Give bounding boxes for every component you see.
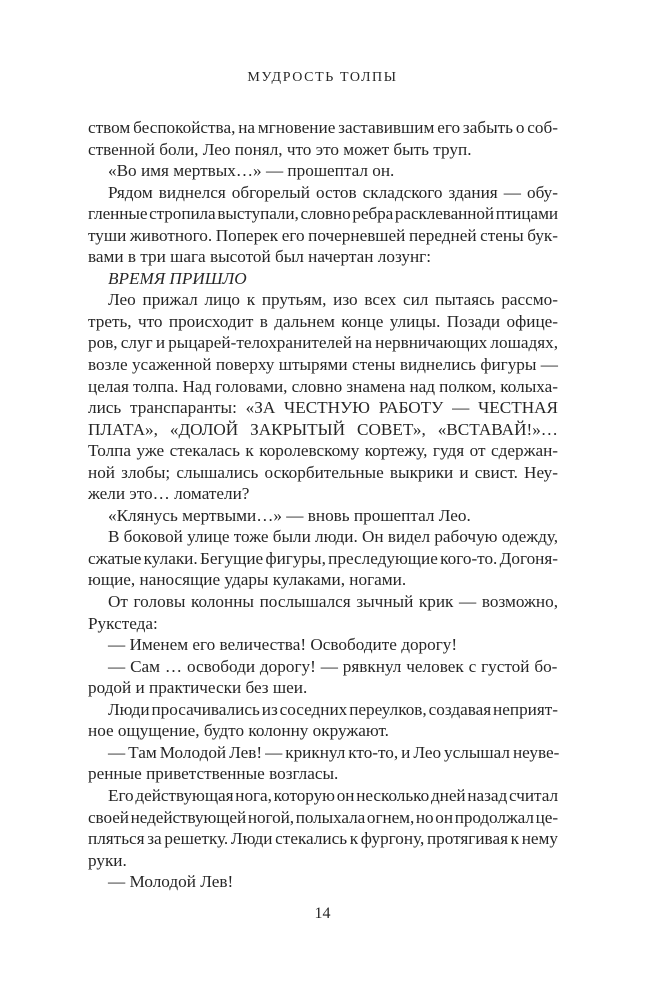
text-line: ственной боли, Лео понял, что это может быть труп. (88, 139, 472, 159)
text-line-row (88, 763, 558, 785)
text-line: лись транспаранты: «ЗА ЧЕСТНУЮ РАБОТУ — ЧЕСТНАЯ (88, 398, 558, 418)
text-line-row (88, 203, 558, 225)
text-line: сжатые кулаки. Бегущие фигуры, преследующие кого-то. Догоня- (88, 548, 558, 568)
text-line: родой и практически без шеи. (88, 678, 308, 698)
text-line-row (88, 440, 558, 462)
text-line-row (88, 376, 558, 398)
text-line-row (88, 807, 558, 829)
text-line: жели это… ломатели? (88, 484, 250, 504)
text-line: ренные приветственные возгласы. (88, 764, 339, 784)
text-line: ное ощущение, будто колонну окружают. (88, 721, 389, 741)
text-line: ной злобы; слышались оскорбительные выкрики и свист. Неу- (88, 462, 558, 482)
text-line-row (88, 699, 558, 721)
text-line: ПЛАТА», «ДОЛОЙ ЗАКРЫТЫЙ СОВЕТ», «ВСТАВАЙ!»… (88, 419, 558, 439)
text-line: туши животного. Поперек его почерневшей передней стены бук- (88, 225, 558, 245)
text-line-row (88, 268, 558, 290)
text-line: От головы колонны послышался зычный крик — возможно, (108, 592, 558, 612)
text-line: целая толпа. Над головами, словно знамена над полком, колыха- (88, 376, 558, 396)
text-line-row (88, 613, 558, 635)
text-line-row (88, 634, 558, 656)
text-line: ством беспокойства, на мгновение заставившим его забыть о соб- (88, 118, 558, 137)
text-line: — Сам … освободи дорогу! — рявкнул человек с густой бо- (108, 656, 558, 676)
text-line-row (88, 828, 558, 850)
text-line: ров, слуг и рыцарей-телохранителей на нервничающих лошадях, (88, 333, 558, 353)
text-line-row (88, 332, 558, 354)
text-line-row (88, 548, 558, 570)
text-line: — Молодой Лев! (108, 872, 234, 892)
text-line: Рукстеда: (88, 613, 158, 633)
text-line-row (88, 569, 558, 591)
text-line: гленные стропила выступали, словно ребра расклеванной птицами (88, 204, 558, 224)
text-line: руки. (88, 850, 127, 870)
text-line-row (88, 656, 558, 678)
text-line: «Клянусь мертвыми…» — вновь прошептал Лео. (108, 505, 471, 525)
text-line: Люди просачивались из соседних переулков, создавая неприят- (108, 699, 558, 719)
text-line: своей недействующей ногой, полыхала огнем, но он продолжал це- (88, 807, 558, 827)
text-line: В боковой улице тоже были люди. Он видел рабочую одежду, (108, 527, 558, 547)
text-line-row (88, 419, 558, 441)
text-line-row (88, 785, 558, 807)
text-line-row (88, 850, 558, 872)
text-line-row (88, 677, 558, 699)
text-line-row (88, 591, 558, 613)
body-text (88, 117, 558, 893)
text-line-row (88, 505, 558, 527)
text-line-row (88, 225, 558, 247)
text-line-row (88, 526, 558, 548)
page-number: 14 (314, 905, 331, 922)
text-line-row (88, 462, 558, 484)
text-line: Его действующая нога, которую он несколько дней назад считал (108, 785, 558, 805)
text-line-row (88, 720, 558, 742)
text-line: Лео прижал лицо к прутьям, изо всех сил пытаясь рассмо- (108, 290, 558, 310)
text-line-row (88, 182, 558, 204)
text-line: треть, что происходит в дальнем конце улицы. Позади офице- (88, 311, 558, 331)
text-line-row (88, 742, 558, 764)
text-line-row (88, 871, 558, 893)
text-line-row (88, 397, 558, 419)
text-line: вами в три шага высотой был начертан лозунг: (88, 247, 431, 267)
text-line-row (88, 311, 558, 333)
text-line-row (88, 139, 558, 161)
text-line: ющие, наносящие удары кулаками, ногами. (88, 570, 407, 590)
text-line: «Во имя мертвых…» — прошептал он. (108, 161, 395, 181)
text-line-row (88, 354, 558, 376)
running-head: МУДРОСТЬ ТОЛПЫ (247, 70, 398, 85)
text-line: — Именем его величества! Освободите дорогу! (108, 635, 458, 655)
text-line: Толпа уже стекалась к королевскому кортежу, гудя от сдержан- (88, 441, 558, 461)
text-line: ВРЕМЯ ПРИШЛО (108, 268, 247, 288)
text-line-row (88, 160, 558, 182)
text-line: пляться за решетку. Люди стекались к фургону, протягивая к нему (88, 829, 558, 849)
text-line-row (88, 483, 558, 505)
text-line: — Там Молодой Лев! — крикнул кто-то, и Лео услышал неуве- (108, 742, 560, 762)
text-line-row (88, 246, 558, 268)
text-line: возле усаженной поверху штырями стены виднелись фигуры — (88, 355, 558, 375)
text-line: Рядом виднелся обгорелый остов складского здания — обу- (108, 182, 558, 202)
text-line-row (88, 289, 558, 311)
text-line-row (88, 117, 558, 139)
